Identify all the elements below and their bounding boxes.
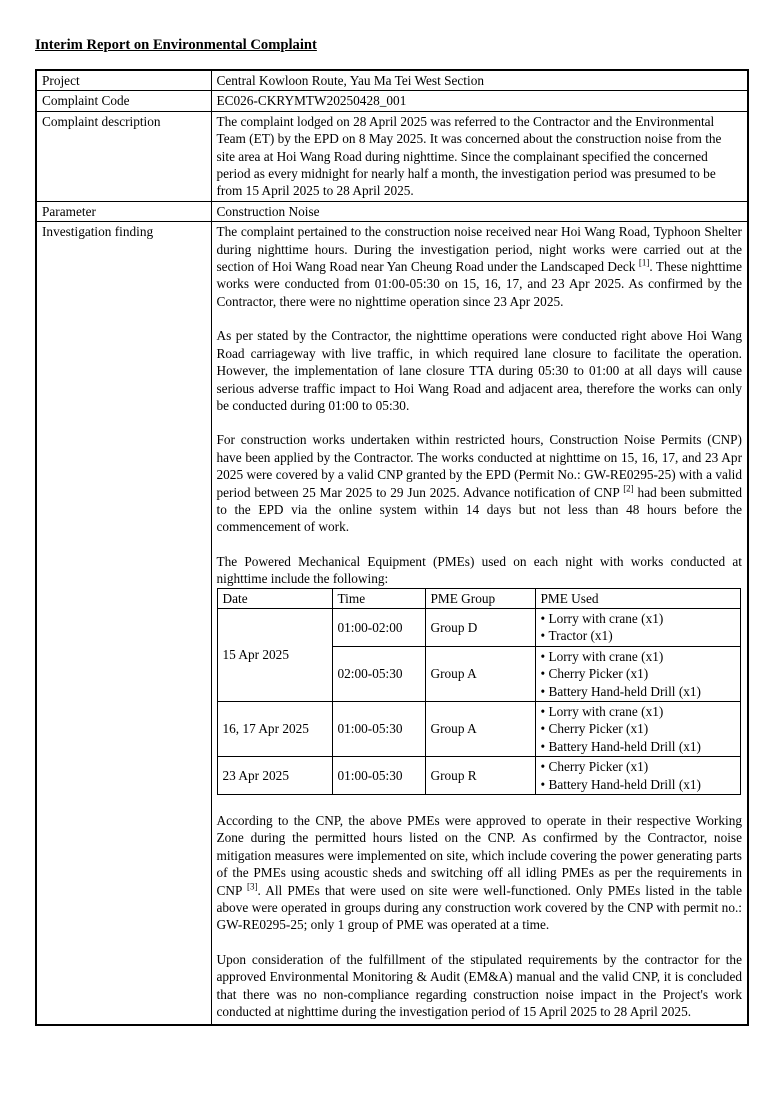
investigation-paragraph-3 [217,431,743,535]
pme-cell-group: Group D [425,608,535,646]
pme-table-header-row [217,588,740,608]
pme-list [541,610,735,645]
table-row-complaint-description [36,111,748,201]
row-label-complaint-code: Complaint Code [36,91,211,111]
pme-cell-used [535,757,740,795]
table-row-investigation-finding [36,222,748,1025]
pme-header-date: Date [217,588,332,608]
pme-cell-date: 16, 17 Apr 2025 [217,702,332,757]
pme-item: • Cherry Picker (x1) [541,665,735,682]
footnote-marker-2: [2] [623,483,634,494]
row-value-investigation-finding [211,222,748,1025]
pme-item: • Battery Hand-held Drill (x1) [541,776,735,793]
pme-cell-used [535,646,740,701]
table-row-project [36,70,748,91]
pme-item: • Lorry with crane (x1) [541,703,735,720]
pme-header-time: Time [332,588,425,608]
pme-cell-time: 01:00-05:30 [332,757,425,795]
investigation-paragraph-1 [217,223,743,310]
report-table [35,69,749,1026]
pme-item: • Tractor (x1) [541,627,735,644]
pme-cell-time: 01:00-02:00 [332,608,425,646]
footnote-marker-3: [3] [247,881,258,892]
pme-table-row [217,608,740,646]
pme-list [541,758,735,793]
investigation-paragraph-5 [217,812,743,934]
pme-cell-date: 15 Apr 2025 [217,608,332,701]
investigation-paragraph-2: As per stated by the Contractor, the nighttime operations were conducted right above Hoi Wang Road carriageway with live traffic, in which required lane closure to facilitate the operation. However, the implementation of lane closure TTA during 05:30 to 01:00 at all days will cause serious adverse traffic impact to Hoi Wang Road and adjacent area, therefore the works can only be conducted during 01:00 to 05:30. [216,328,742,413]
paragraph-text: . These nighttime works were conducted from 01:00-05:30 on 15, 16, 17, and 23 Apr 2025. As confirmed by the Contractor, there were no nighttime operation since 23 Apr 2025. [216,259,742,309]
pme-header-group: PME Group [425,588,535,608]
pme-cell-used [535,608,740,646]
pme-table-row [217,757,740,795]
row-label-complaint-description: Complaint description [36,111,211,201]
pme-table-row [217,702,740,757]
row-label-parameter: Parameter [36,201,211,221]
paragraph-text: . All PMEs that were used on site were well-functioned. Only PMEs listed in the table above were operated in groups during any construction work covered by the CNP with permit no.: GW-RE0295-25; only 1 group of PME was operated at a time. [216,882,742,933]
pme-cell-group: Group A [425,646,535,701]
pme-cell-date: 23 Apr 2025 [217,757,332,795]
row-value-complaint-code: EC026-CKRYMTW20250428_001 [211,91,748,111]
pme-cell-time: 01:00-05:30 [332,702,425,757]
pme-item: • Lorry with crane (x1) [541,610,735,627]
page-title: Interim Report on Environmental Complaint [35,37,317,53]
row-label-investigation-finding: Investigation finding [36,222,211,1025]
paragraph-text: The complaint pertained to the construction noise received near Hoi Wang Road, Typhoon Shelter during nighttime hours. During the investigation period, night works were carried out at the section of Hoi Wang Road near Yan Cheung Road under the Landscaped Deck [216,224,742,275]
table-row-parameter [36,201,748,221]
pme-cell-time: 02:00-05:30 [332,646,425,701]
pme-item: • Battery Hand-held Drill (x1) [541,738,735,755]
investigation-paragraph-6: Upon consideration of the fulfillment of the stipulated requirements by the contractor for the approved Environmental Monitoring & Audit (EM&A) manual and the valid CNP, it is concluded that there was no non-compliance regarding construction noise impact in the Project's work conducted at nighttime during the investigation period of 15 April 2025 to 28 April 2025. [216,951,742,1020]
investigation-paragraph-4: The Powered Mechanical Equipment (PMEs) used on each night with works conducted at nighttime include the following: [216,553,742,587]
paragraph-text: According to the CNP, the above PMEs were approved to operate in their respective Working Zone during the permitted hours listed on the CNP. As confirmed by the Contractor, noise mitigation measures were implemented on site, which include covering the power generating parts of the PMEs using acoustic sheds and switching off all idling PMEs as per the requirements in CNP [216,813,742,898]
pme-item: • Lorry with crane (x1) [541,648,735,665]
pme-list [541,648,735,700]
table-row-complaint-code [36,91,748,111]
paragraph-text: had been submitted to the EPD via the online system within 14 days but not less than 48 hours before the commencement of work. [216,484,742,535]
row-value-project: Central Kowloon Route, Yau Ma Tei West Section [211,70,748,91]
row-value-complaint-description: The complaint lodged on 28 April 2025 was referred to the Contractor and the Environmental Team (ET) by the EPD on 8 May 2025. It was concerned about the construction noise from the site area at Hoi Wang Road during nighttime. Since the complainant specified the concerned period as every midnight for nearly half a month, the investigation period was presumed to be from 15 April 2025 to 28 April 2025. [211,111,748,201]
pme-cell-group: Group A [425,702,535,757]
row-value-parameter: Construction Noise [211,201,748,221]
pme-item: • Cherry Picker (x1) [541,758,735,775]
pme-item: • Cherry Picker (x1) [541,720,735,737]
pme-table [217,588,741,795]
pme-header-used: PME Used [535,588,740,608]
footnote-marker-1: [1] [638,257,650,268]
pme-cell-group: Group R [425,757,535,795]
paragraph-text: For construction works undertaken within restricted hours, Construction Noise Permits (CNP) have been applied by the Contractor. The works conducted at nighttime on 15, 16, 17, and 23 Apr 2025 were covered by a valid CNP granted by the EPD (Permit No.: GW-RE0295-25) with a valid period between 25 Mar 2025 to 29 Jun 2025. Advance notification of CNP [216,432,742,500]
pme-list [541,703,735,755]
pme-item: • Battery Hand-held Drill (x1) [541,683,735,700]
row-label-project: Project [36,70,211,91]
pme-cell-used [535,702,740,757]
